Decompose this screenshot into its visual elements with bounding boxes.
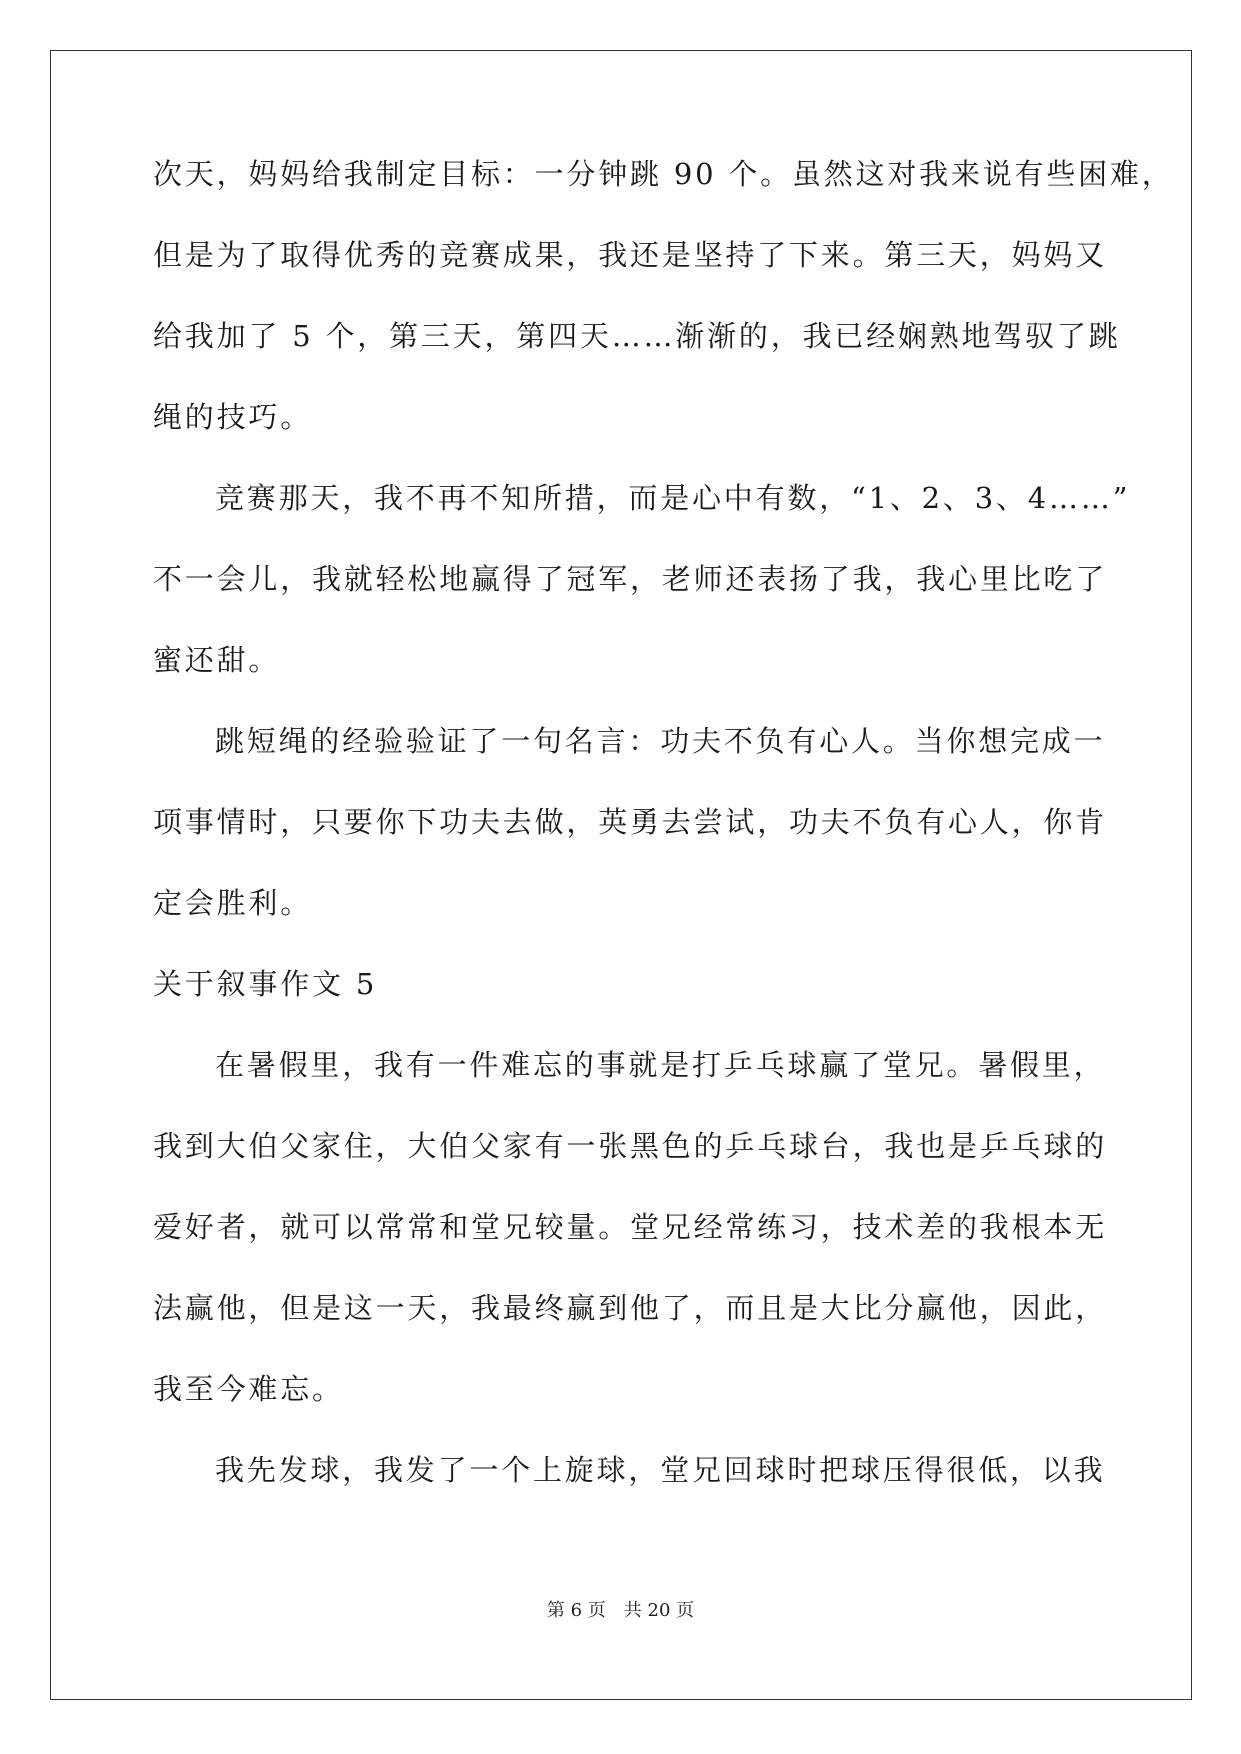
page-footer [0,1600,1241,1622]
text-line: 蜜还甜。 [153,643,281,677]
text-line: 我至今难忘。 [153,1372,344,1406]
paragraph-start-line: 跳短绳的经验验证了一句名言：功夫不负有心人。当你想完成一 [215,724,1106,758]
section-heading: 关于叙事作文 5 [153,967,378,1001]
text-line: 法赢他，但是这一天，我最终赢到他了，而且是大比分赢他，因此， [153,1291,1108,1325]
document-body [153,157,1174,1537]
text-line: 我到大伯父家住，大伯父家有一张黑色的乒乓球台，我也是乒乓球的 [153,1129,1108,1163]
text-line: 爱好者，就可以常常和堂兄较量。堂兄经常练习，技术差的我根本无 [153,1210,1108,1244]
paragraph-start-line: 我先发球，我发了一个上旋球，堂兄回球时把球压得很低，以我 [215,1453,1106,1487]
text-line: 次天，妈妈给我制定目标：一分钟跳 90 个。虽然这对我来说有些困难， [153,157,1174,191]
text-line: 给我加了 5 个，第三天，第四天……渐渐的，我已经娴熟地驾驭了跳 [153,319,1121,353]
text-line: 绳的技巧。 [153,400,313,434]
text-line: 项事情时，只要你下功夫去做，英勇去尝试，功夫不负有心人，你肯 [153,805,1108,839]
page-total: 共 20 页 [623,1600,695,1621]
text-line: 定会胜利。 [153,886,313,920]
text-line: 但是为了取得优秀的竞赛成果，我还是坚持了下来。第三天，妈妈又 [153,238,1108,272]
paragraph-start-line: 在暑假里，我有一件难忘的事就是打乒乓球赢了堂兄。暑假里， [215,1048,1106,1082]
paragraph-start-line: 竞赛那天，我不再不知所措，而是心中有数，“1、2、3、4……” [215,481,1131,515]
page-number: 第 6 页 [546,1600,606,1621]
text-line: 不一会儿，我就轻松地赢得了冠军，老师还表扬了我，我心里比吃了 [153,562,1108,596]
